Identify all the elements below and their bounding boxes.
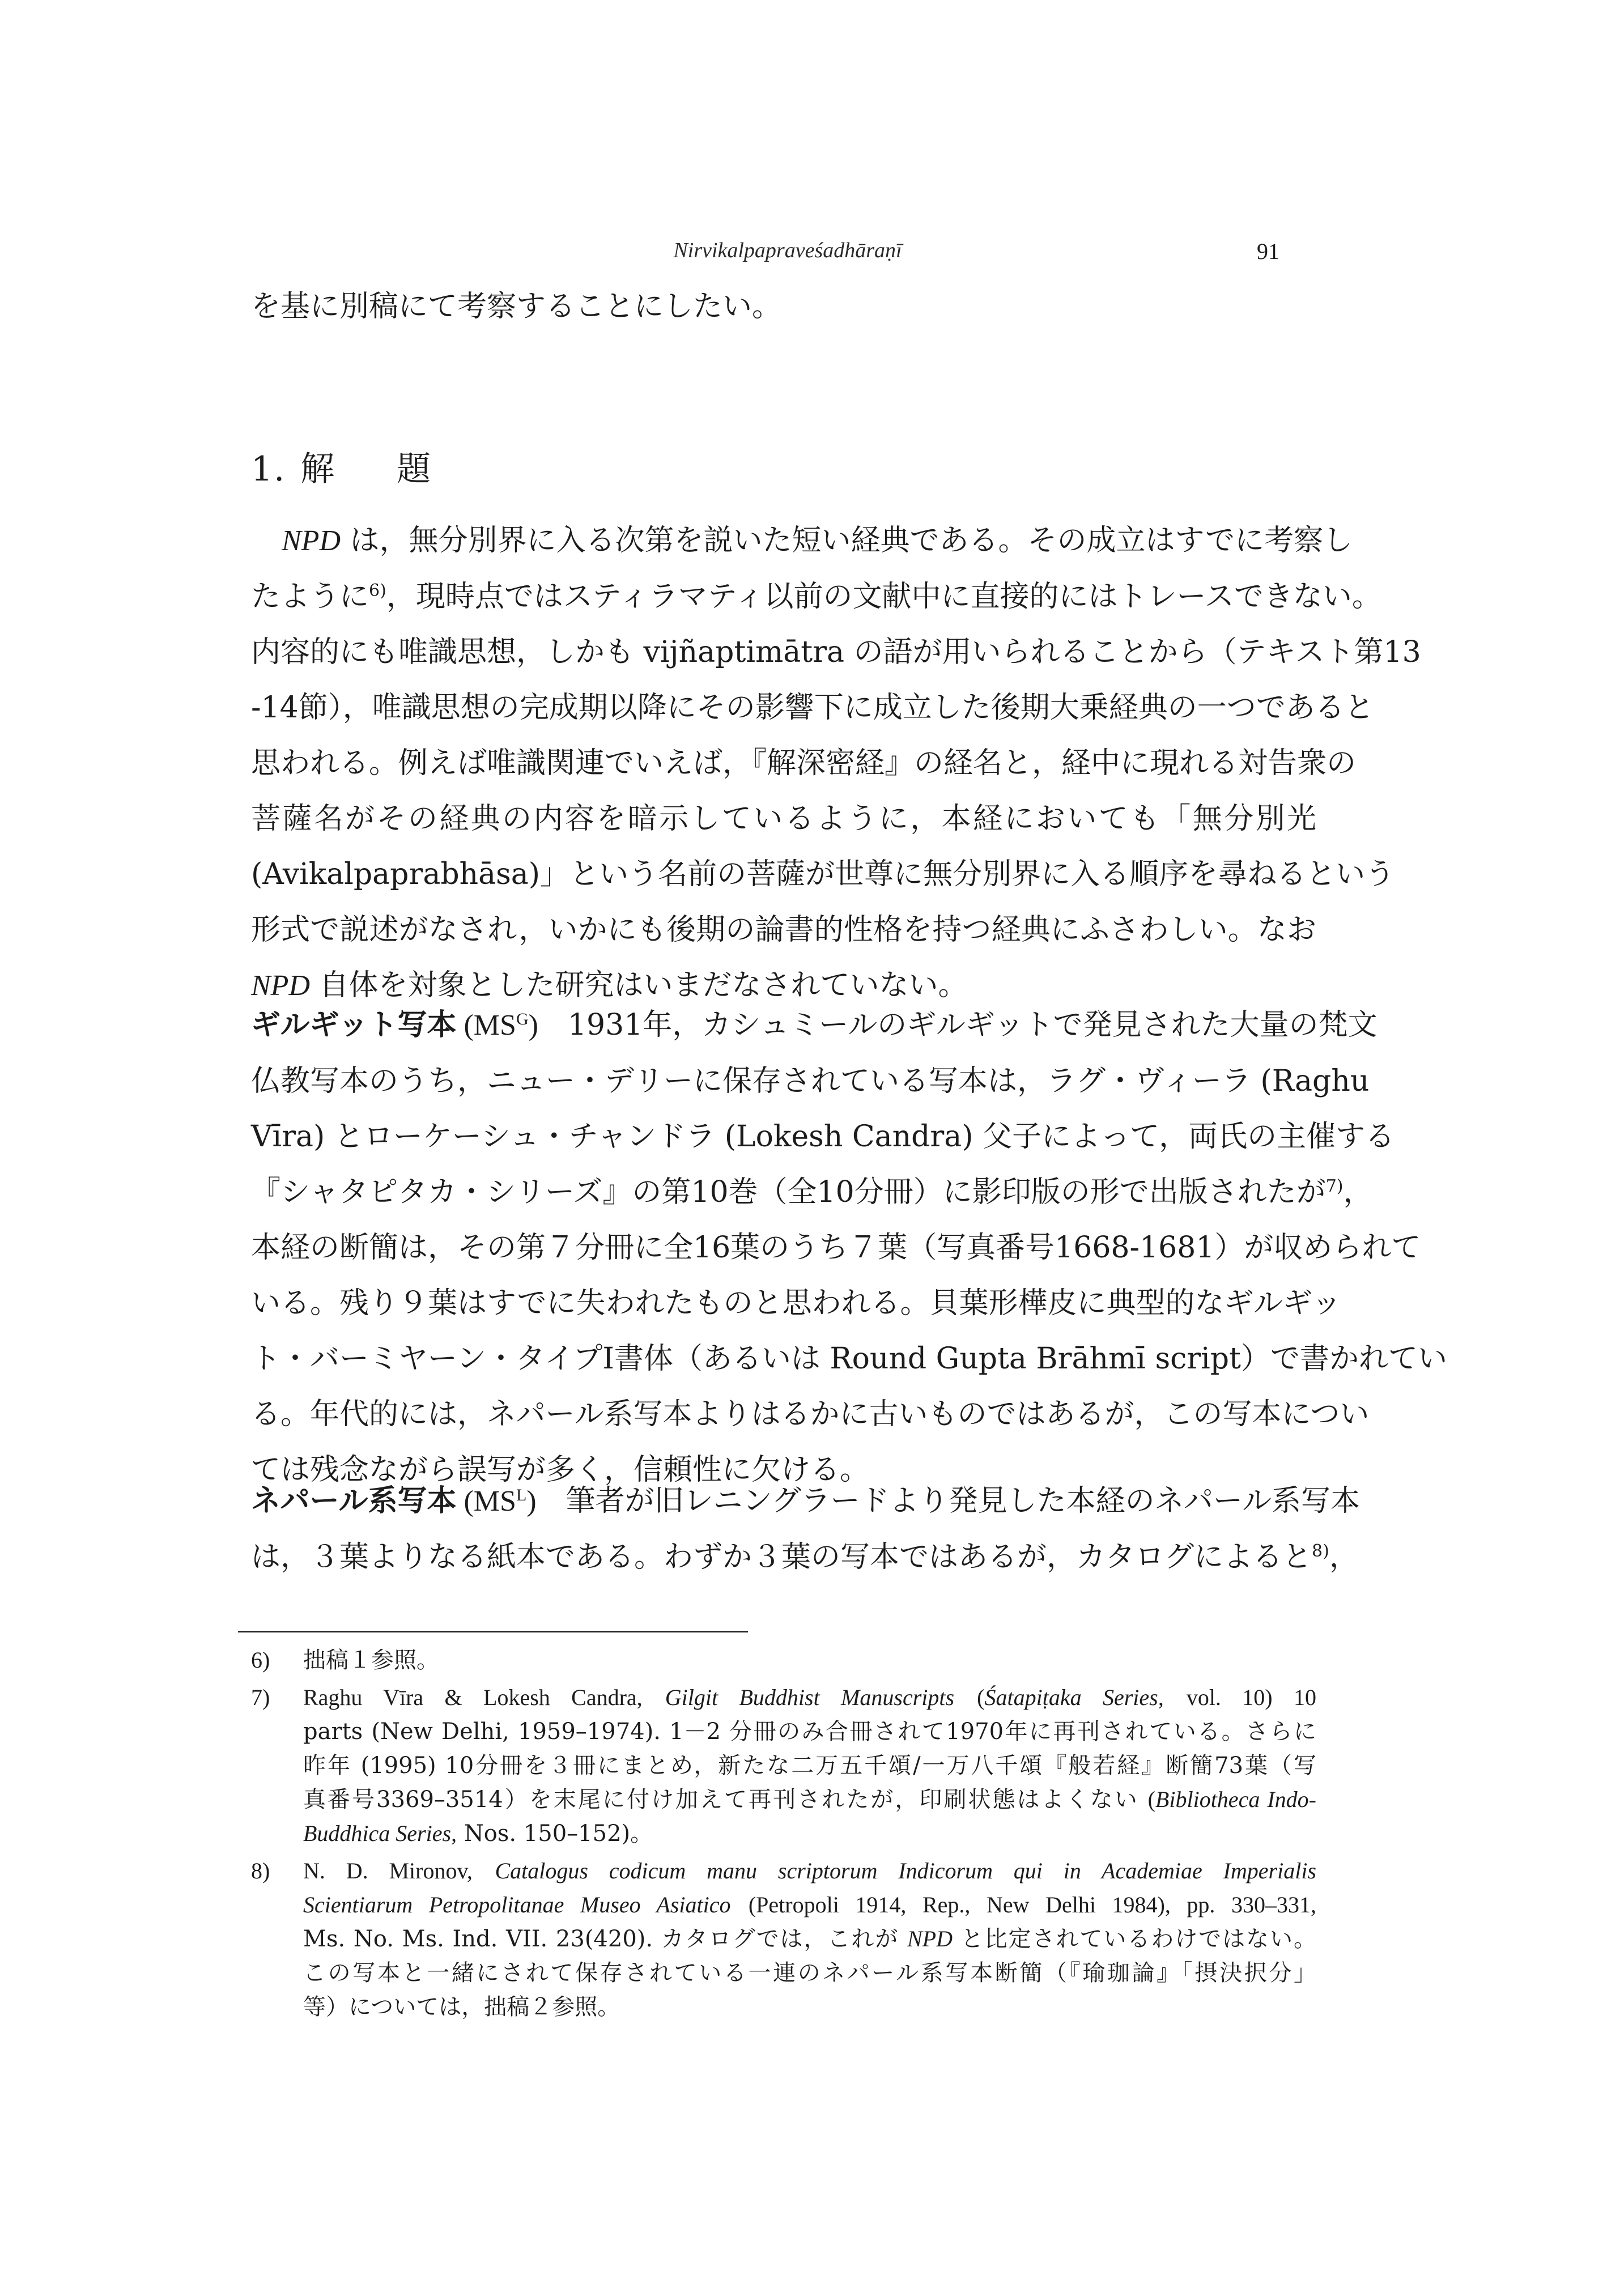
para1-line: (Avikalpaprabhāsa)」という名前の菩薩が世尊に無分別界に入る順序を尋ねるという [251, 857, 1395, 891]
para1-line [251, 569, 1381, 624]
para3-line [251, 1473, 1361, 1529]
gilgit-siglum [456, 1009, 538, 1041]
footnote-line [303, 1783, 1316, 1817]
footnote-line [303, 1888, 1316, 1922]
para2-line: る。年代的には，ネパール系写本よりはるかに古いものではあるが，この写本につい [251, 1397, 1370, 1431]
npd-abbr: NPD [907, 1926, 953, 1951]
para2-text: ， [1343, 1175, 1373, 1209]
fn-title: Scientiarum Petropolitanae Museo Asiatico [303, 1892, 731, 1917]
para1-line: 形式で説述がなされ，いかにも後期の論書的性格を持つ経典にふさわしい。なお [251, 913, 1316, 947]
para2-line [251, 997, 1378, 1053]
para2-line: 本経の断簡は，その第７分冊に全16葉のうち７葉（写真番号1668-1681）が収められて [251, 1231, 1421, 1265]
section-title-char-1: 解 [300, 449, 336, 489]
para1-text: は，無分別界に入る次第を説いた短い経典である。その成立はすでに考察し [350, 524, 1353, 558]
fn-text: Ms. No. Ms. Ind. VII. 23(420). カタログでは，これが [303, 1926, 899, 1952]
para1-line: 内容的にも唯識思想，しかも vijñaptimātra の語が用いられることから（テキスト第13 [251, 635, 1421, 669]
para2-text: 『シャタピタカ・シリーズ』の第10巻（全10分冊）に影印版の形で出版されたが [251, 1175, 1326, 1209]
fn-title: Gilgit Buddhist Manuscripts [665, 1685, 955, 1710]
para2-line: 仏教写本のうち，ニュー・デリーに保存されている写本は，ラグ・ヴィーラ (Raghu [251, 1064, 1370, 1098]
para1-text: ，現時点ではスティラマティ以前の文献中に直接的にはトレースできない。 [386, 580, 1381, 614]
intro-line [251, 279, 1316, 334]
fn-title: Catalogus codicum manu scriptorum Indicorum qui in Academiae Imperialis [495, 1858, 1316, 1883]
fn-text: と比定されているわけではない。 [960, 1926, 1316, 1952]
nepalese-label: ネパール系写本 [251, 1483, 457, 1518]
para2-line: ト・バーミヤーン・タイプⅠ書体（あるいは Round Gupta Brāhmī script）で書かれてい [251, 1342, 1447, 1376]
siglum-base: (MS [464, 1009, 516, 1041]
para1-text: たように [251, 580, 369, 614]
footnote-6 [251, 1643, 1316, 1677]
para1-line [251, 513, 1353, 569]
section-title-char-2: 題 [397, 449, 432, 489]
footnote-line: parts (New Delhi, 1959–1974). 1－2 分冊のみ合冊されて1970年に再刊されている。さらに [303, 1719, 1316, 1745]
para2-line: いる。残り９葉はすでに失われたものと思われる。貝葉形樺皮に典型的なギルギッ [251, 1286, 1342, 1320]
fn-text: 真番号3369–3514）を末尾に付け加えて再刊されたが，印刷状態はよくない [303, 1787, 1139, 1813]
intro-text: を基に別稿にて考察することにしたい。 [251, 290, 782, 324]
footnote-number: 7) [251, 1685, 270, 1710]
para2-line [251, 1164, 1373, 1220]
para2-text: 1931年，カシュミールのギルギットで発見された大量の梵文 [567, 1008, 1378, 1042]
fn-title: Buddhica Series, [303, 1821, 457, 1846]
fn-text: ( [1147, 1787, 1155, 1812]
running-head-title: Nirvikalpapraveśadhāraṇī [673, 239, 902, 262]
paragraph-nepalese-manuscript [251, 1473, 1361, 1585]
nepalese-siglum [456, 1485, 536, 1517]
footnote-line [303, 1854, 1316, 1888]
para3-line [251, 1529, 1359, 1585]
footnote-ref-8[interactable]: 8) [1312, 1541, 1329, 1561]
para3-text: ， [1329, 1540, 1359, 1574]
para2-line: ては残念ながら誤写が多く，信頼性に欠ける。 [251, 1453, 869, 1487]
npd-abbr: NPD [251, 970, 310, 1002]
fn-title: Bibliotheca Indo- [1155, 1787, 1316, 1812]
siglum-close: ) [526, 1485, 537, 1517]
paragraph-overview [251, 513, 1421, 1014]
fn-text: Raghu Vīra & Lokesh Candra, [303, 1685, 643, 1710]
footnote-line: 昨年 (1995) 10分冊を３冊にまとめ，新たな二万五千頌/一万八千頌『般若経』断簡73葉（写 [303, 1753, 1316, 1779]
siglum-close: ) [528, 1009, 538, 1041]
fn-title: Śatapiṭaka Series, [984, 1685, 1164, 1710]
siglum-sup: G [516, 1010, 529, 1028]
section-heading [251, 442, 432, 491]
fn-text: ( [977, 1685, 985, 1710]
para2-line: Vīra) とローケーシュ・チャンドラ (Lokesh Candra) 父子によって，両氏の主催する [251, 1120, 1395, 1154]
footnote-line: この写本と一緒にされて保存されている一連のネパール系写本断簡（『瑜珈論』「摂決択分」 [303, 1960, 1316, 1986]
para1-line: -14節），唯識思想の完成期以降にその影響下に成立した後期大乗経典の一つであると [251, 691, 1374, 725]
footnote-line [303, 1922, 1316, 1956]
footnote-number: 8) [251, 1858, 270, 1883]
fn-text: (Petropoli 1914, Rep., New Delhi 1984), pp. 330–331, [748, 1892, 1316, 1917]
para1-line: 菩薩名がその経典の内容を暗示しているように，本経においても「無分別光 [251, 802, 1316, 836]
footnote-8 [251, 1854, 1316, 2024]
paragraph-gilgit-manuscript [251, 997, 1447, 1498]
fn-text: Nos. 150–152)。 [464, 1821, 653, 1847]
para3-text: は，３葉よりなる紙本である。わずか３葉の写本ではあるが，カタログによると [251, 1540, 1312, 1574]
fn-text: N. D. Mironov, [303, 1858, 473, 1883]
page-number: 91 [1257, 239, 1279, 264]
footnote-line [303, 1681, 1316, 1715]
siglum-base: (MS [464, 1485, 516, 1517]
para1-line: 思われる。例えば唯識関連でいえば，『解深密経』の経名と，経中に現れる対告衆の [251, 746, 1357, 780]
footnotes [251, 1643, 1316, 2027]
footnote-number: 6) [251, 1647, 270, 1673]
footnote-line [303, 1817, 1316, 1851]
footnote-ref-7[interactable]: 7) [1325, 1176, 1344, 1196]
footnote-7 [251, 1681, 1316, 1851]
para3-text: 筆者が旧レニングラードより発見した本経のネパール系写本 [566, 1484, 1361, 1518]
footnote-line: 拙稿１参照。 [303, 1647, 439, 1673]
gilgit-label: ギルギット写本 [251, 1007, 457, 1042]
siglum-sup: L [516, 1486, 527, 1504]
section-number: 1. [251, 449, 286, 489]
para1-text: 自体を対象とした研究はいまだなされていない。 [319, 968, 968, 1002]
fn-text: vol. 10) 10 [1186, 1685, 1316, 1710]
footnote-ref-6[interactable]: 6) [369, 581, 386, 601]
npd-abbr: NPD [282, 525, 341, 557]
footnote-line: 等）については，拙稿２参照。 [303, 1994, 620, 2020]
footnote-divider [238, 1631, 748, 1632]
